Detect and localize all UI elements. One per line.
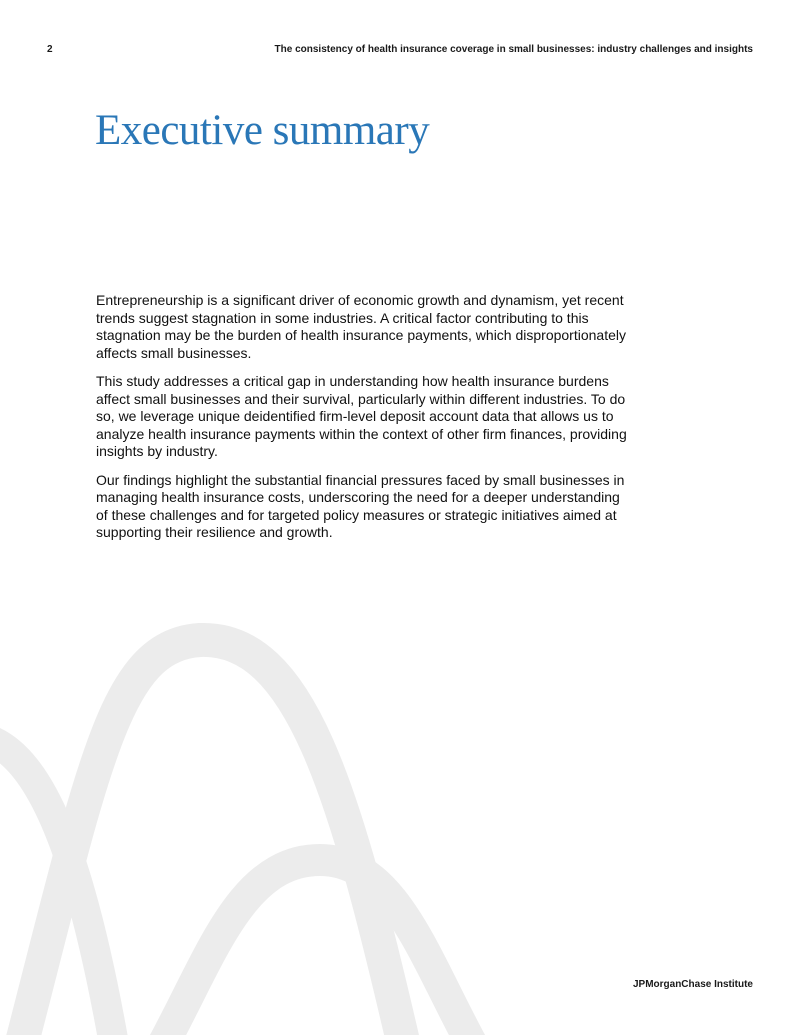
paragraph: Entrepreneurship is a significant driver of economic growth and dynamism, yet recent trends suggest stagnation in some industries. A critical factor contributing to this stagnation may be the burden of health insurance payments, which disproportionately affects small businesses. <box>96 292 626 361</box>
paragraph: This study addresses a critical gap in understanding how health insurance burdens affect small businesses and their survival, particularly within different industries. To do so, we leverage unique deidentified firm-level deposit account data that allows us to analyze health insurance payments within the context of other firm finances, providing insights by industry. <box>96 373 627 459</box>
page-title: Executive summary <box>95 107 430 154</box>
wave-band-small <box>160 860 475 1035</box>
page-number: 2 <box>47 44 53 55</box>
summary-body <box>96 292 631 553</box>
page-header <box>47 44 753 58</box>
footer-brand: JPMorganChase Institute <box>632 979 753 990</box>
paragraph: Our findings highlight the substantial financial pressures faced by small businesses in managing health insurance costs, underscoring the need for a deeper understanding of these challenges and for targeted policy measures or strategic initiatives aimed at supporting their resilience and growth. <box>96 471 625 540</box>
running-title: The consistency of health insurance coverage in small businesses: industry challenges and insights <box>274 44 753 55</box>
